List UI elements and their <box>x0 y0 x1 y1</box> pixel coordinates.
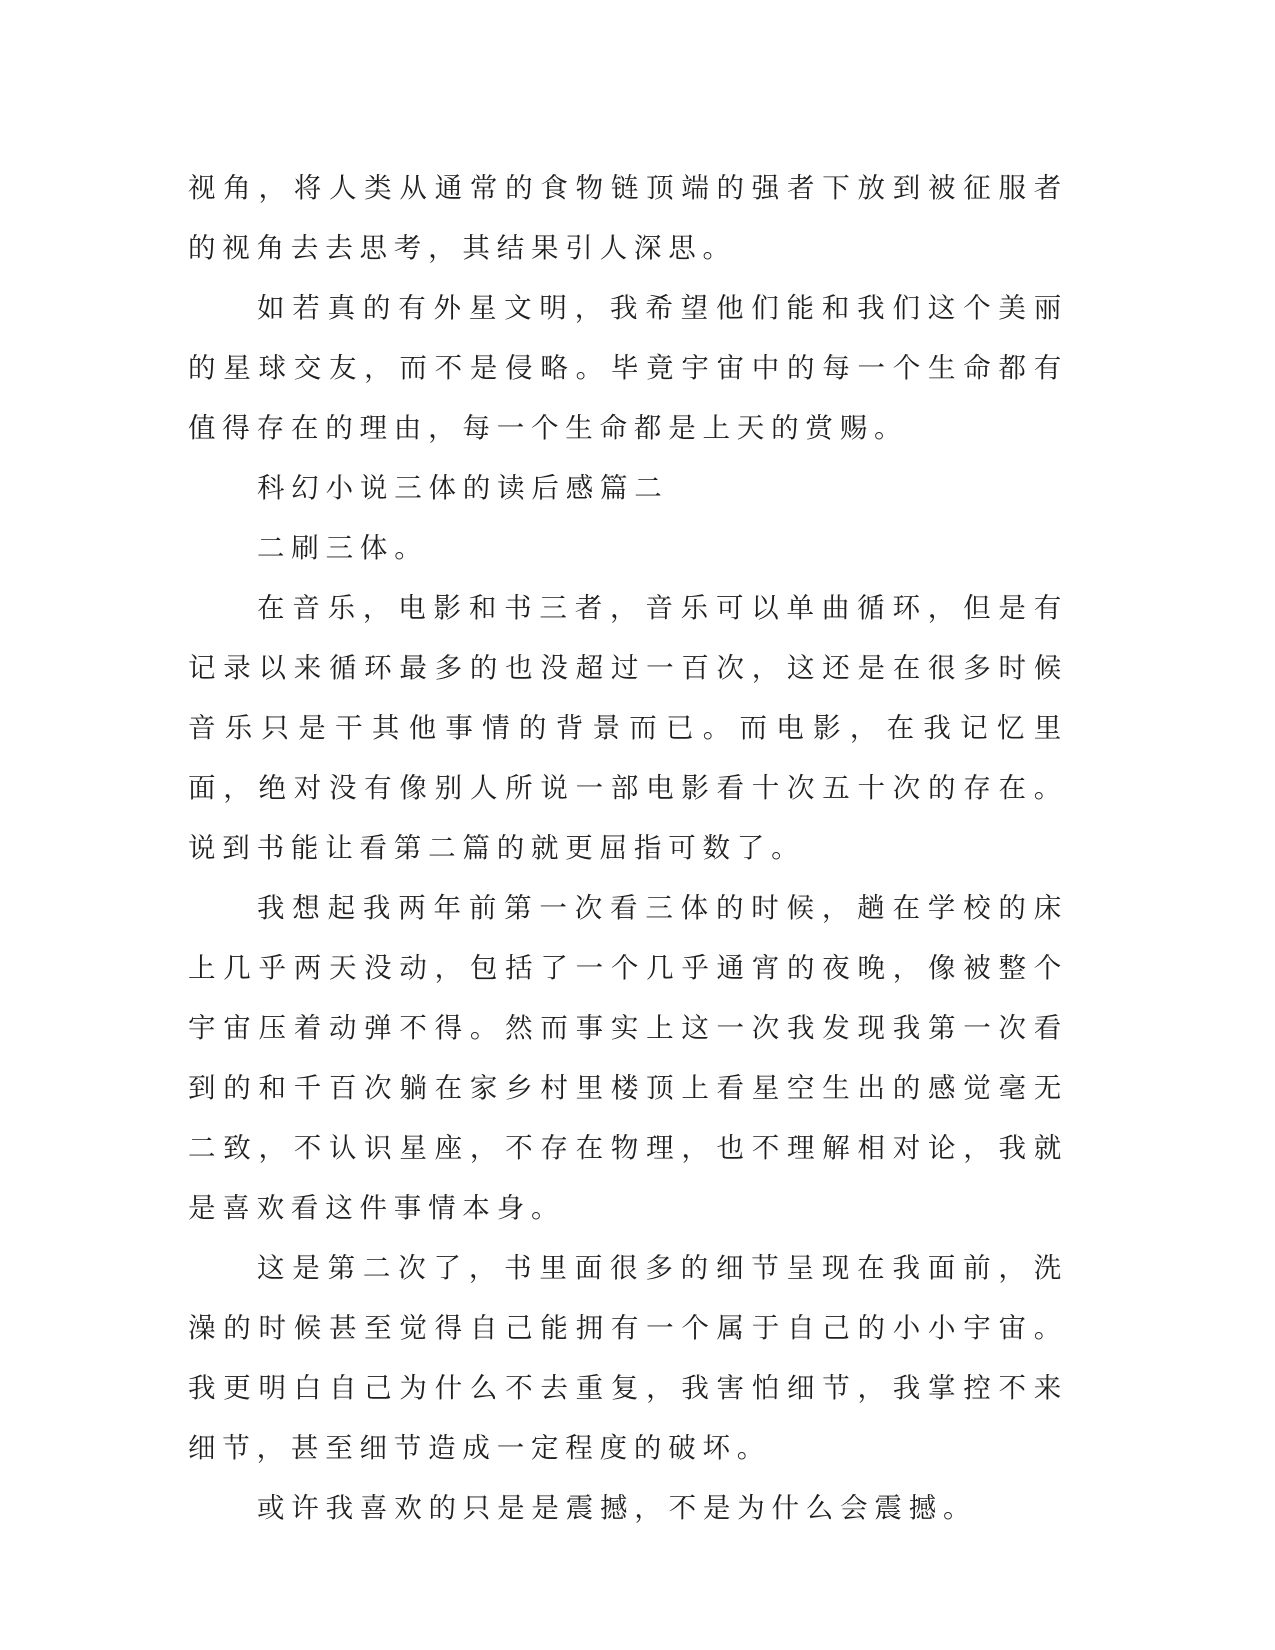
paragraph: 或许我喜欢的只是是震撼，不是为什么会震撼。 <box>257 1492 978 1524</box>
document-body <box>188 158 1068 1538</box>
paragraph: 二刷三体。 <box>257 532 429 564</box>
paragraph: 这是第二次了，书里面很多的细节呈现在我面前，洗澡的时候甚至觉得自己能拥有一个属于自己的小小宇宙。我更明白自己为什么不去重复，我害怕细节，我掌控不来细节，甚至细节造成一定程度的破坏。 <box>188 1252 1068 1464</box>
section-heading: 科幻小说三体的读后感篇二 <box>257 472 669 504</box>
paragraph: 视角，将人类从通常的食物链顶端的强者下放到被征服者的视角去去思考，其结果引人深思。 <box>188 172 1068 264</box>
paragraph: 如若真的有外星文明，我希望他们能和我们这个美丽的星球交友，而不是侵略。毕竟宇宙中的每一个生命都有值得存在的理由，每一个生命都是上天的赏赐。 <box>188 292 1068 444</box>
paragraph: 我想起我两年前第一次看三体的时候，趟在学校的床上几乎两天没动，包括了一个几乎通宵的夜晚，像被整个宇宙压着动弹不得。然而事实上这一次我发现我第一次看到的和千百次躺在家乡村里楼顶上看星空生出的感觉毫无二致，不认识星座，不存在物理，也不理解相对论，我就是喜欢看这件事情本身。 <box>188 892 1068 1224</box>
paragraph: 在音乐，电影和书三者，音乐可以单曲循环，但是有记录以来循环最多的也没超过一百次，这还是在很多时候音乐只是干其他事情的背景而已。而电影，在我记忆里面，绝对没有像别人所说一部电影看十次五十次的存在。说到书能让看第二篇的就更屈指可数了。 <box>188 592 1068 864</box>
